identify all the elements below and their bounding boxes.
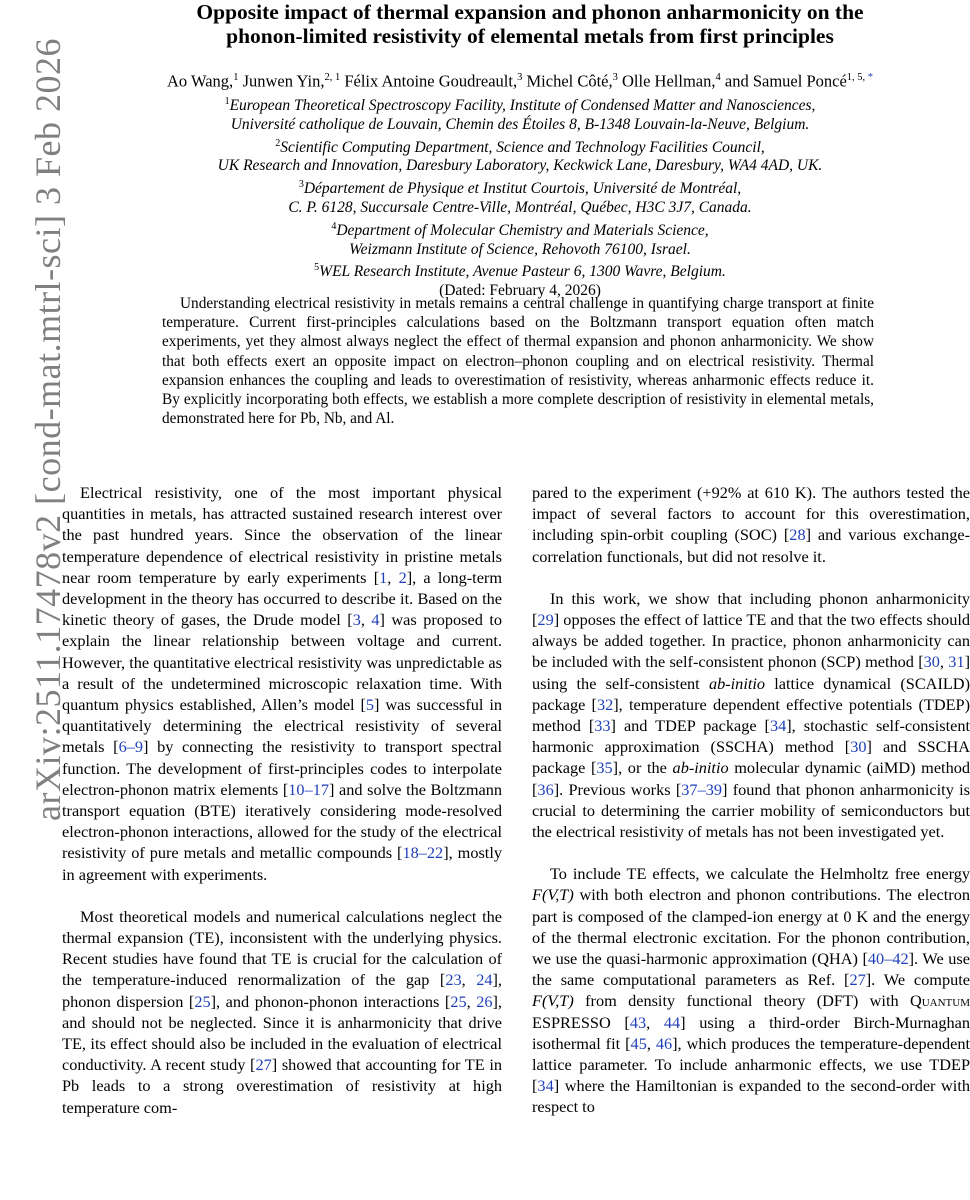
author-name: Ao Wang, bbox=[166, 71, 234, 91]
affiliation-marker: 4 bbox=[715, 72, 721, 83]
citation-link[interactable]: 40–42 bbox=[867, 949, 909, 969]
citation-link[interactable]: 34 bbox=[537, 1076, 554, 1096]
affiliation-line: $^2$Scientific Computing Department, Science and Technology Facilities Council, bbox=[275, 137, 765, 156]
citation-link[interactable]: 30 bbox=[850, 737, 867, 757]
paragraph: pared to the experiment (+92% at 610 K). The authors tested the impact of several factors to account for this overestimation, including spin-orbit coupling (SOC) [28] and various exchange-correlation functionals, but did not resolve it. bbox=[532, 483, 970, 566]
citation-link[interactable]: 37–39 bbox=[681, 779, 722, 799]
citation-link[interactable]: 5 bbox=[365, 695, 375, 715]
author-name: Félix Antoine Goudreault, bbox=[340, 71, 518, 91]
citation-link[interactable]: 46 bbox=[655, 1033, 673, 1053]
citation-link[interactable]: 27 bbox=[849, 970, 866, 990]
citation-link[interactable]: 3 bbox=[352, 610, 361, 630]
arxiv-identifier: arXiv:2511.17478v2 [cond-mat.mtrl-sci] 3 Feb 2026 bbox=[28, 37, 68, 821]
citation-link[interactable]: 30 bbox=[923, 652, 940, 672]
abstract: Understanding electrical resistivity in metals remains a central challenge in quantifying charge transport at finite temperature. Current first-principles calculations based on the Boltzmann transport equation often match experiments, yet they almost always neglect the effect of thermal expansion and phonon anharmonicity. We show that both effects exert an opposite impact on electron–phonon coupling and on electrical resistivity. Thermal expansion enhances the coupling and leads to overestimation of resistivity, whereas anharmonic effects reduce it. By explicitly incorporating both effects, we establish a more complete description of resistivity in elemental metals, demonstrated here for Pb, Nb, and Al. bbox=[162, 295, 874, 428]
date-line: (Dated: February 4, 2026) bbox=[439, 282, 601, 300]
affiliations bbox=[70, 93, 970, 301]
citation-link[interactable]: 34 bbox=[769, 716, 787, 736]
author-name: Michel Côté, bbox=[522, 71, 613, 91]
affiliation-marker: 2, 1 bbox=[324, 72, 341, 83]
citation-link[interactable]: 2 bbox=[398, 567, 407, 587]
paragraph: Most theoretical models and numerical calculations neglect the thermal expansion (TE), inconsistent with the underlying physics. Recent studies have found that TE is crucial for the calculation of the temperature-induced renormalization of the gap [23, 24], phonon dispersion [25], and phonon-phonon interactions [25, 26], and should not be neglected. Since it is anharmonicity that drive TE, its effect should also be included in the evaluation of electrical conductivity. A recent study [27] showed that accounting for TE in Pb leads to a strong overestimation of resistivity at high temperature com- bbox=[62, 906, 503, 1117]
citation-link[interactable]: 4 bbox=[371, 610, 380, 630]
affiliation-marker: 1 bbox=[233, 72, 239, 83]
citation-link[interactable]: 28 bbox=[789, 525, 806, 545]
affiliation-line: C. P. 6128, Succursale Centre-Ville, Montréal, Québec, H3C 3J7, Canada. bbox=[288, 198, 752, 216]
affiliation-line: $^4$Department of Molecular Chemistry and Materials Science, bbox=[331, 220, 709, 239]
right-column bbox=[532, 482, 970, 1139]
corresponding-author-link[interactable]: * bbox=[867, 72, 874, 83]
affiliation-marker: 3 bbox=[517, 72, 523, 83]
affiliation-line: $^3$Département de Physique et Institut Courtois, Université de Montréal, bbox=[298, 179, 742, 198]
author-name: Junwen Yin, bbox=[238, 71, 325, 91]
paragraph: To include TE effects, we calculate the Helmholtz free energy F(V,T) with both electron and phonon contributions. The electron part is composed of the clamped-ion energy at 0 K and the energy of the thermal electronic excitation. For the phonon contribution, we use the quasi-harmonic approximation (QHA) [40–42]. We use the same computational parameters as Ref. [27]. We compute F(V,T) from density functional theory (DFT) with Quantum ESPRESSO [43, 44] using a third-order Birch-Murnaghan isothermal fit [45, 46], which produces the temperature-dependent lattice parameter. To include anharmonic effects, we use TDEP [34] where the Hamiltonian is expanded to the second-order with respect to bbox=[532, 864, 970, 1117]
affiliation-line: $^1$European Theoretical Spectroscopy Facility, Institute of Condensed Matter and Nanosciences, bbox=[224, 96, 816, 115]
citation-link[interactable]: 36 bbox=[537, 779, 554, 799]
citation-link[interactable]: 10–17 bbox=[288, 779, 329, 799]
paper-title bbox=[90, 0, 970, 48]
citation-link[interactable]: 24 bbox=[476, 970, 493, 990]
title-line-2: phonon-limited resistivity of elemental metals from first principles bbox=[226, 24, 834, 48]
affiliation-marker: 1, 5, * bbox=[846, 72, 874, 83]
paragraph: Electrical resistivity, one of the most important physical quantities in metals, has attracted sustained research interest over the past hundred years. Since the observation of the linear temperature dependence of electrical resistivity in pristine metals near room temperature by early experiments [1, 2], a long-term development in the theory has occurred to describe it. Based on the kinetic theory of gases, the Drude model [3, 4] was proposed to explain the linear relationship between voltage and current. However, the quantitative electrical resistivity was unpredictable as a result of the undetermined microscopic relaxation time. With quantum physics established, Allen’s model [5] was successful in quantitatively determining the electrical resistivity of several metals [6–9] by connecting the resistivity to transport spectral function. The development of first-principles codes to interpolate electron-phonon matrix elements [10–17] and solve the Boltzmann transport equation (BTE) iteratively considering mode-resolved electron-phonon interactions, allowed for the study of the electrical resistivity of pure metals and metallic compounds [18–22], mostly in agreement with experiments. bbox=[62, 483, 503, 884]
author-list bbox=[70, 68, 970, 92]
citation-link[interactable]: 45 bbox=[630, 1033, 647, 1053]
citation-link[interactable]: 44 bbox=[663, 1012, 681, 1032]
title-line-1: Opposite impact of thermal expansion and phonon anharmonicity on the bbox=[196, 0, 864, 24]
affiliation-line: Université catholique de Louvain, Chemin des Étoiles 8, B-1348 Louvain-la-Neuve, Belgium. bbox=[230, 115, 810, 133]
author-name: and Samuel Poncé bbox=[720, 71, 847, 91]
citation-link[interactable]: 29 bbox=[537, 610, 554, 630]
citation-link[interactable]: 27 bbox=[255, 1055, 272, 1075]
citation-link[interactable]: 35 bbox=[596, 758, 613, 778]
affiliation-line: $^5$WEL Research Institute, Avenue Pasteur 6, 1300 Wavre, Belgium. bbox=[314, 262, 726, 281]
citation-link[interactable]: 6–9 bbox=[118, 737, 143, 757]
citation-link[interactable]: 25 bbox=[450, 991, 467, 1011]
affiliation-line: Weizmann Institute of Science, Rehovoth 76100, Israel. bbox=[349, 240, 691, 258]
citation-link[interactable]: 33 bbox=[594, 716, 611, 736]
paragraph: In this work, we show that including phonon anharmonicity [29] opposes the effect of lattice TE and that the two effects should always be added together. In practice, phonon anharmonicity can be included with the self-consistent phonon (SCP) method [30, 31] using the self-consistent ab-initio lattice dynamical (SCAILD) package [32], temperature dependent effective potentials (TDEP) method [33] and TDEP package [34], stochastic self-consistent harmonic approximation (SSCHA) method [30] and SSCHA package [35], or the ab-initio molecular dynamic (aiMD) method [36]. Previous works [37–39] found that phonon anharmonicity is crucial to determining the carrier mobility of semiconductors but the electrical resistivity of metals has not been investigated yet. bbox=[532, 588, 970, 842]
citation-link[interactable]: 43 bbox=[629, 1012, 647, 1032]
citation-link[interactable]: 32 bbox=[596, 694, 614, 714]
affiliation-line: UK Research and Innovation, Daresbury Laboratory, Keckwick Lane, Daresbury, WA4 4AD, UK. bbox=[217, 157, 823, 175]
affiliation-marker: 3 bbox=[612, 72, 618, 83]
left-column bbox=[62, 482, 502, 1139]
citation-link[interactable]: 25 bbox=[194, 991, 211, 1011]
author-name: Olle Hellman, bbox=[617, 71, 716, 91]
citation-link[interactable]: 18–22 bbox=[402, 843, 444, 863]
citation-link[interactable]: 26 bbox=[476, 991, 493, 1011]
citation-link[interactable]: 31 bbox=[948, 652, 965, 672]
citation-link[interactable]: 23 bbox=[445, 970, 462, 990]
citation-link[interactable]: 1 bbox=[379, 567, 388, 587]
